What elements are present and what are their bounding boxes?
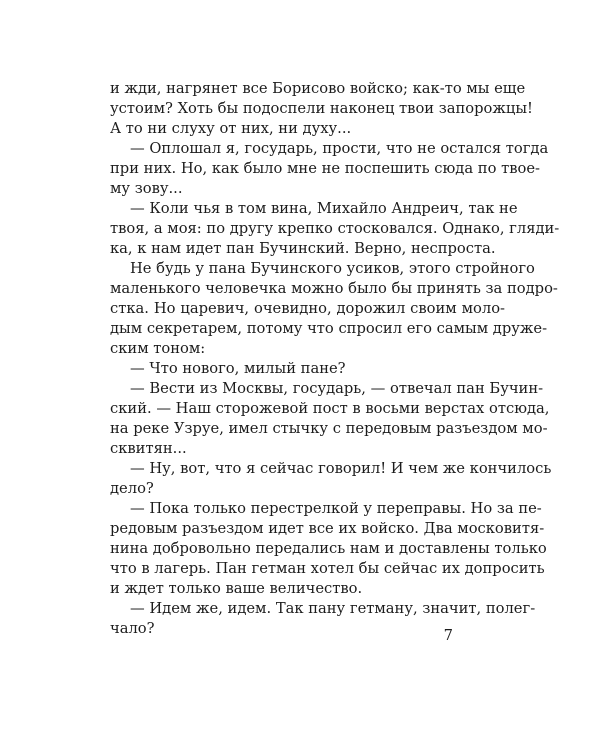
text-line: Не будь у пана Бучинского усиков, этого стройного <box>130 260 535 277</box>
text-line: ский. — Наш сторожевой пост в восьми верстах отсюда, <box>110 400 550 417</box>
text-line: дело? <box>110 480 154 497</box>
text-line: устоим? Хоть бы подоспели наконец твои запорожцы! <box>110 100 533 117</box>
text-line: ка, к нам идет пан Бучинский. Верно, неспроста. <box>110 240 496 257</box>
text-line: — Оплошал я, государь, прости, что не остался тогда <box>130 140 549 157</box>
text-line: А то ни слуху от них, ни духу... <box>110 120 352 137</box>
text-line: — Пока только перестрелкой у переправы. Но за пе- <box>130 500 542 517</box>
text-line: что в лагерь. Пан гетман хотел бы сейчас их допросить <box>110 560 545 577</box>
text-line: дым секретарем, потому что спросил его самым друже- <box>110 320 548 337</box>
text-line: сквитян... <box>110 440 187 457</box>
text-line: — Идем же, идем. Так пану гетману, значит, полег- <box>130 600 536 617</box>
text-line: маленького человечка можно было бы принять за подро- <box>110 280 558 297</box>
text-line: редовым разъездом идет все их войско. Два московитя- <box>110 520 545 537</box>
text-line: и жди, нагрянет все Борисово войско; как-то мы еще <box>110 80 526 97</box>
text-line: — Вести из Москвы, государь, — отвечал пан Бучин- <box>130 380 544 397</box>
text-line: ским тоном: <box>110 340 206 357</box>
text-line: — Ну, вот, что я сейчас говорил! И чем же кончилось <box>130 460 552 477</box>
text-line: — Коли чья в том вина, Михайло Андреич, так не <box>130 200 518 217</box>
text-line: стка. Но царевич, очевидно, дорожил своим моло- <box>110 300 505 317</box>
text-line: и ждет только ваше величество. <box>110 580 363 597</box>
page-number: 7 <box>443 627 453 644</box>
text-line: чало? <box>110 620 155 637</box>
text-line: на реке Узруе, имел стычку с передовым разъездом мо- <box>110 420 548 437</box>
text-line: твоя, а моя: по другу крепко стосковался. Однако, гляди- <box>110 220 560 237</box>
text-line: нина добровольно передались нам и доставлены только <box>110 540 547 557</box>
text-line: му зову... <box>110 180 183 197</box>
text-line: — Что нового, милый пане? <box>130 360 346 377</box>
text-line: при них. Но, как было мне не поспешить сюда по твое- <box>110 160 540 177</box>
